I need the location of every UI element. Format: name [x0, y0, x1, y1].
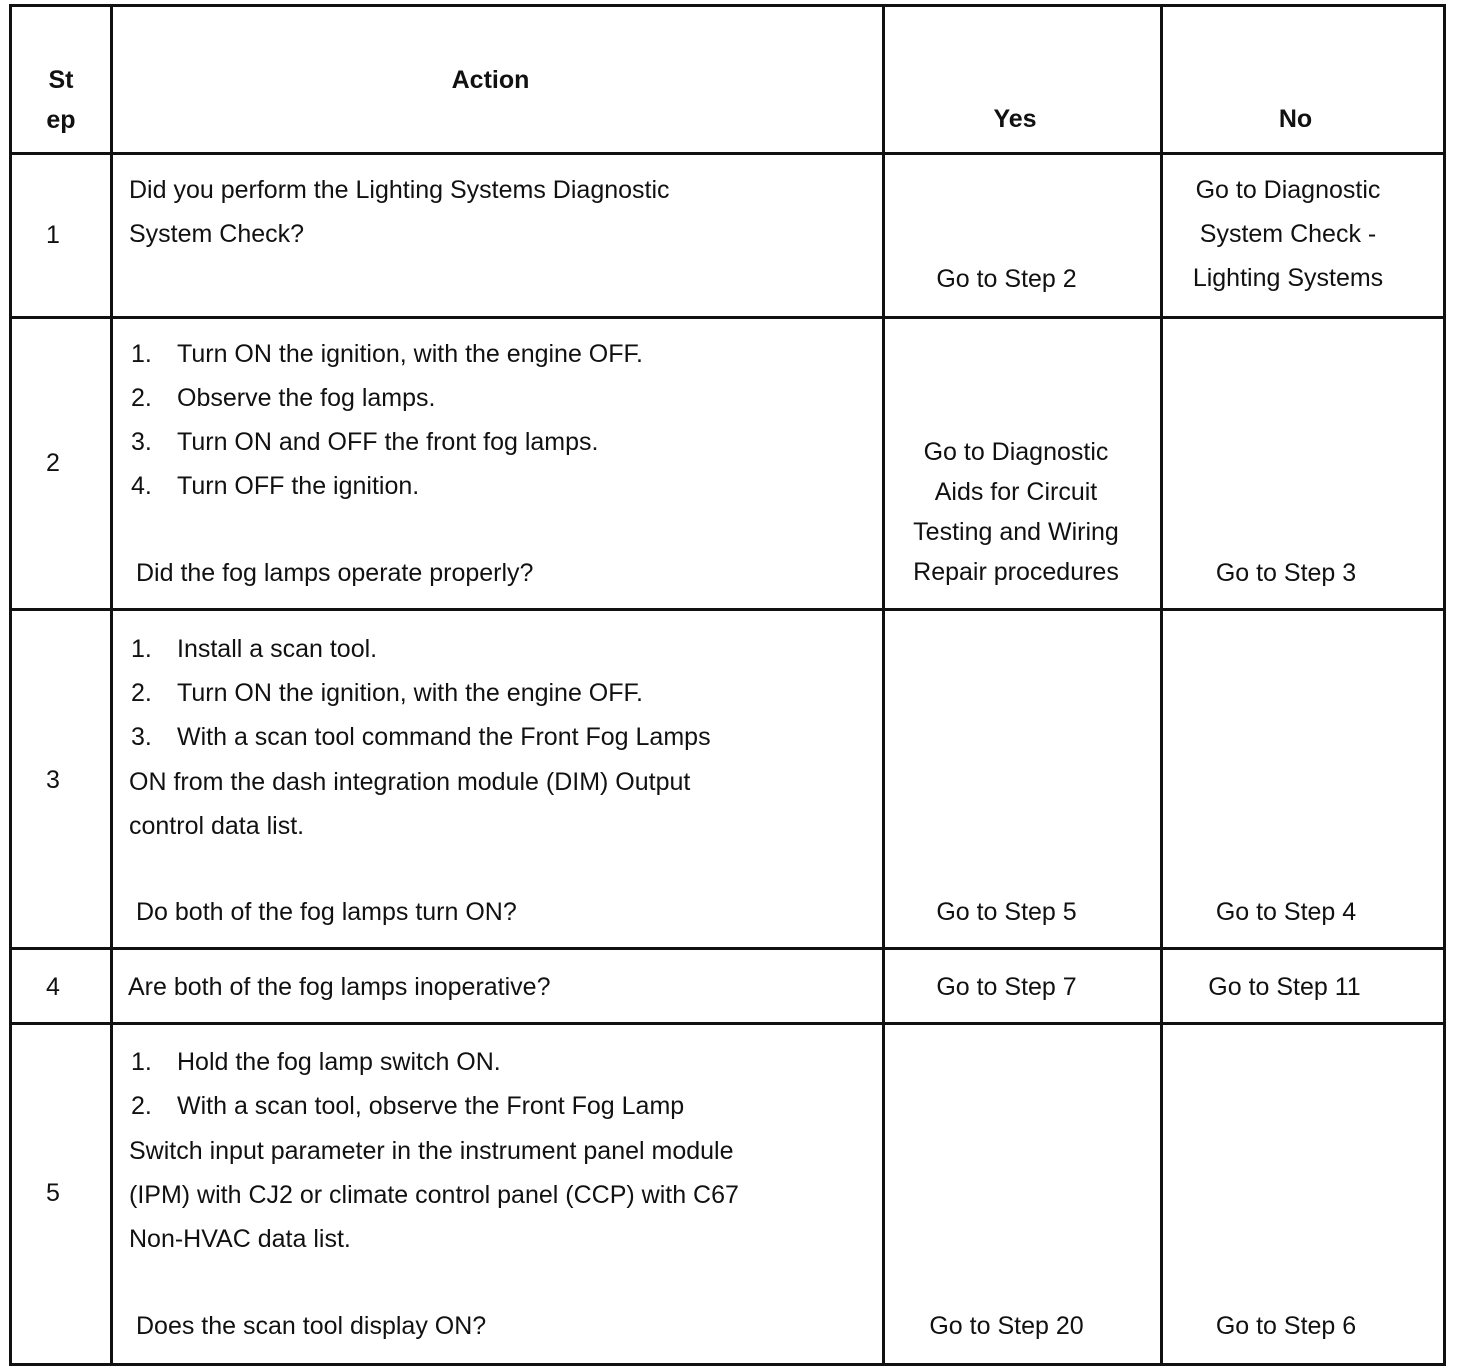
- rule-action-yes: [882, 4, 885, 1366]
- row1-no-line: System Check -: [1199, 220, 1377, 248]
- row1-action-line: System Check?: [129, 220, 305, 248]
- row3-action-line: ON from the dash integration module (DIM) Output: [129, 768, 691, 796]
- row4-step: 4: [46, 973, 60, 1001]
- row1-yes: Go to Step 2: [936, 265, 1077, 293]
- list-number: 1.: [131, 1048, 152, 1076]
- rule-bottom: [9, 1363, 1446, 1366]
- list-text: Observe the fog lamps.: [177, 384, 436, 412]
- row1-no-line: Lighting Systems: [1192, 264, 1384, 292]
- row3-action-item: [131, 715, 711, 759]
- row4-action: Are both of the fog lamps inoperative?: [128, 973, 551, 1001]
- row3-action-list: [131, 627, 711, 759]
- row5-action-line: Non-HVAC data list.: [129, 1225, 351, 1253]
- row2-yes-line: Aids for Circuit: [934, 478, 1098, 506]
- list-number: 2.: [131, 384, 152, 412]
- row4-yes: Go to Step 7: [936, 973, 1077, 1001]
- rule-step-action: [110, 4, 113, 1366]
- row5-action-item: [131, 1040, 684, 1084]
- list-number: 2.: [131, 679, 152, 707]
- row2-step: 2: [46, 449, 60, 477]
- row5-yes: Go to Step 20: [929, 1312, 1084, 1340]
- rule-row1-bottom: [9, 316, 1446, 319]
- row1-action: [129, 168, 670, 256]
- row2-yes-line: Testing and Wiring: [913, 518, 1119, 546]
- list-number: 1.: [131, 340, 152, 368]
- row3-action-cont: [129, 760, 690, 848]
- row3-no: Go to Step 4: [1215, 898, 1357, 926]
- row5-no: Go to Step 6: [1215, 1312, 1357, 1340]
- row2-yes: [885, 432, 1147, 592]
- row2-action-list: [131, 332, 643, 508]
- rule-header-bottom: [9, 152, 1446, 155]
- row3-action-item: [131, 671, 711, 715]
- row2-question: Did the fog lamps operate properly?: [136, 559, 534, 587]
- row2-action-item: [131, 420, 643, 464]
- header-action: Action: [451, 66, 530, 94]
- row3-step: 3: [46, 766, 60, 794]
- list-number: 2.: [131, 1092, 152, 1120]
- row2-action-item: [131, 332, 643, 376]
- row5-question: Does the scan tool display ON?: [136, 1312, 487, 1340]
- row1-action-line: Did you perform the Lighting Systems Diagnostic: [129, 176, 670, 204]
- row2-yes-line: Go to Diagnostic: [923, 438, 1109, 466]
- list-text: With a scan tool, observe the Front Fog Lamp: [177, 1092, 685, 1120]
- list-text: Turn ON and OFF the front fog lamps.: [177, 428, 599, 456]
- list-number: 1.: [131, 635, 152, 663]
- row3-question: Do both of the fog lamps turn ON?: [136, 898, 517, 926]
- list-text: With a scan tool command the Front Fog Lamps: [177, 723, 711, 751]
- list-text: Hold the fog lamp switch ON.: [177, 1048, 501, 1076]
- row2-yes-line: Repair procedures: [913, 558, 1119, 586]
- header-step-line1: St: [48, 66, 74, 94]
- list-number: 3.: [131, 428, 152, 456]
- row1-no-line: Go to Diagnostic: [1195, 176, 1381, 204]
- row5-action-item: [131, 1084, 684, 1128]
- row5-action-cont: [129, 1129, 739, 1261]
- header-yes: Yes: [993, 105, 1037, 133]
- row1-step: 1: [46, 221, 60, 249]
- row2-action-item: [131, 464, 643, 508]
- row5-action-line: Switch input parameter in the instrument panel module: [129, 1137, 734, 1165]
- rule-row3-bottom: [9, 947, 1446, 950]
- list-text: Turn ON the ignition, with the engine OFF.: [177, 340, 643, 368]
- list-number: 3.: [131, 723, 152, 751]
- row1-no: [1163, 168, 1413, 300]
- header-no: No: [1278, 105, 1313, 133]
- rule-left: [9, 4, 12, 1366]
- row3-yes: Go to Step 5: [936, 898, 1077, 926]
- rule-row2-bottom: [9, 608, 1446, 611]
- header-step-line2: ep: [46, 106, 76, 134]
- row2-no: Go to Step 3: [1215, 559, 1357, 587]
- header-step: [12, 60, 110, 140]
- rule-row4-bottom: [9, 1022, 1446, 1025]
- rule-top: [9, 4, 1446, 7]
- row5-action-line: (IPM) with CJ2 or climate control panel (CCP) with C67: [129, 1181, 739, 1209]
- row5-step: 5: [46, 1179, 60, 1207]
- row5-action-list: [131, 1040, 684, 1128]
- list-number: 4.: [131, 472, 152, 500]
- rule-right: [1443, 4, 1446, 1366]
- list-text: Turn OFF the ignition.: [177, 472, 420, 500]
- row2-action-item: [131, 376, 643, 420]
- row3-action-item: [131, 627, 711, 671]
- list-text: Turn ON the ignition, with the engine OFF.: [177, 679, 643, 707]
- list-text: Install a scan tool.: [177, 635, 378, 663]
- row4-no: Go to Step 11: [1208, 973, 1361, 1001]
- row3-action-line: control data list.: [129, 812, 305, 840]
